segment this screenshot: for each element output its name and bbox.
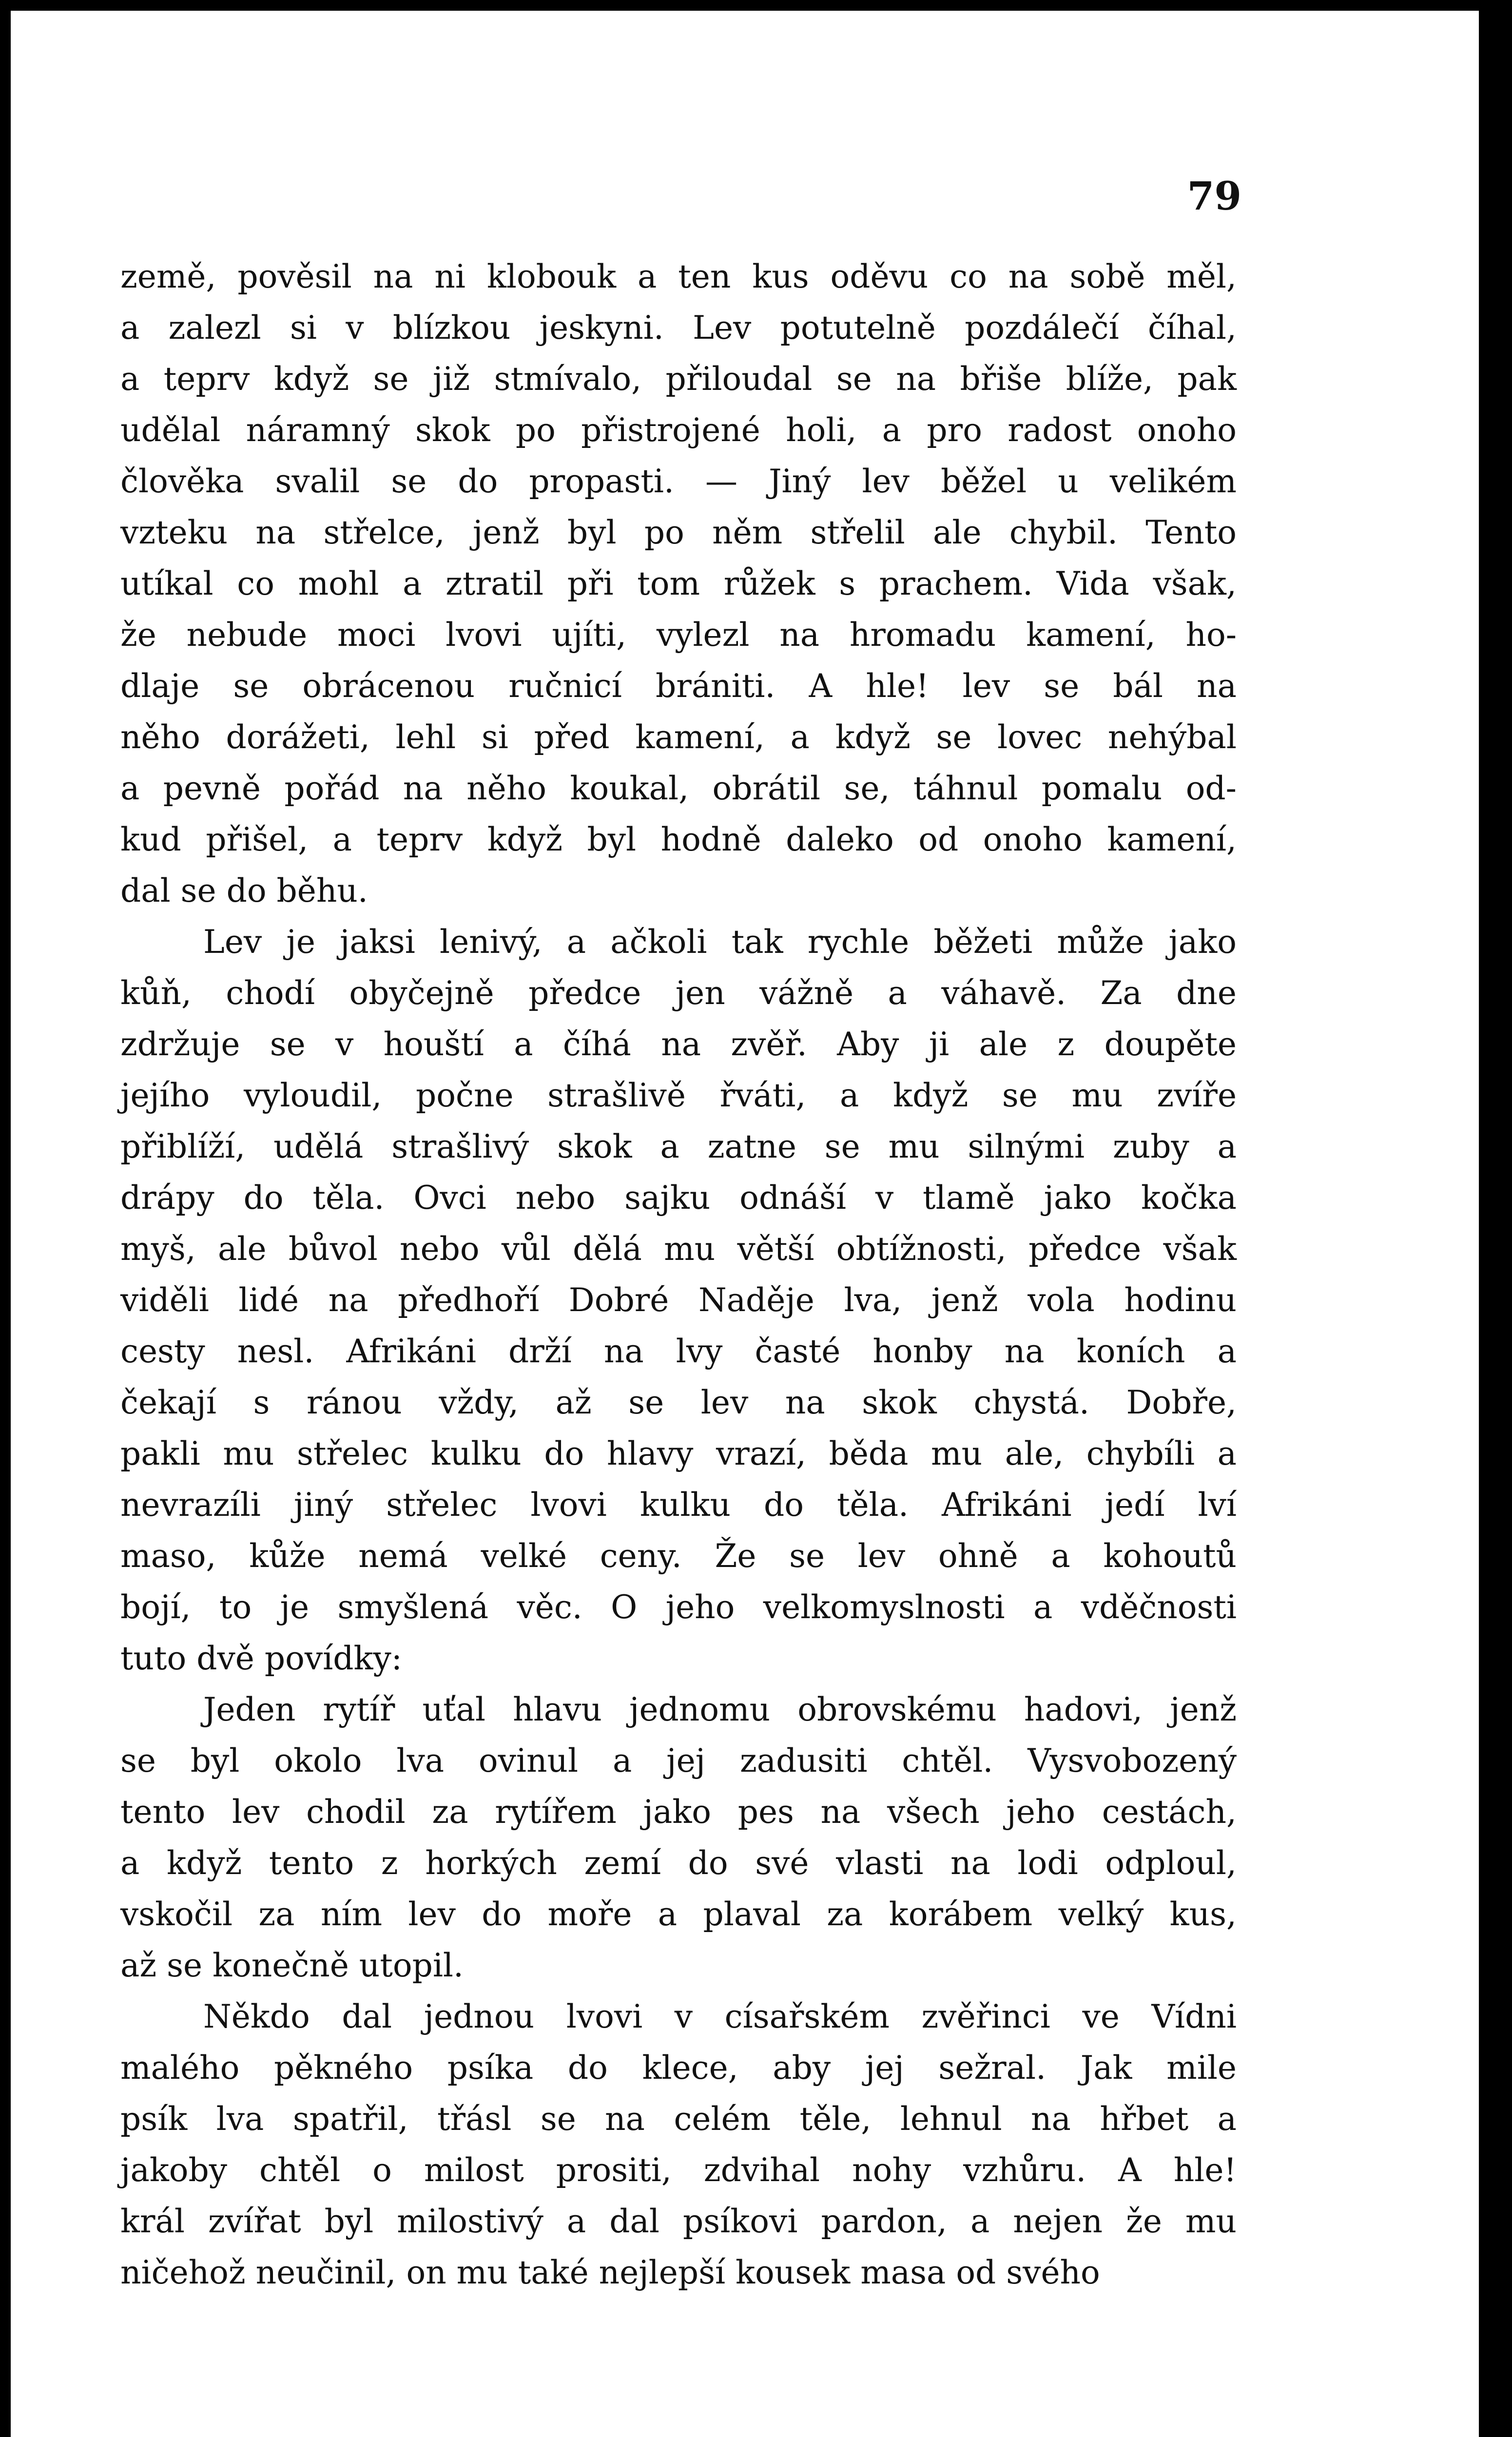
text-line: malého pěkného psíka do klece, aby jej sežral. Jak mile (120, 2049, 1237, 2087)
text-line: Někdo dal jednou lvovi v císařském zvěřinci ve Vídni (203, 1998, 1237, 2035)
paragraph (120, 1991, 1237, 2298)
page-number: 79 (1187, 173, 1241, 219)
text-line: tento lev chodil za rytířem jako pes na všech jeho cestách, (120, 1793, 1237, 1831)
text-line: král zvířat byl milostivý a dal psíkovi pardon, a nejen že mu (120, 2203, 1237, 2240)
text-line: bojí, to je smyšlená věc. O jeho velkomyslnosti a vděčnosti (120, 1588, 1237, 1626)
text-line: a když tento z horkých zemí do své vlasti na lodi odploul, (120, 1844, 1237, 1882)
text-line: vzteku na střelce, jenž byl po něm střelil ale chybil. Tento (120, 514, 1237, 551)
text-line: Jeden rytíř uťal hlavu jednomu obrovskému hadovi, jenž (203, 1691, 1237, 1728)
text-line: psík lva spatřil, třásl se na celém těle, lehnul na hřbet a (120, 2100, 1237, 2138)
text-line: dal se do běhu. (120, 872, 368, 909)
text-line: něho dorážeti, lehl si před kamení, a když se lovec nehýbal (120, 718, 1237, 756)
text-line: čekají s ránou vždy, až se lev na skok chystá. Dobře, (120, 1384, 1237, 1421)
paragraph (120, 251, 1237, 916)
text-line: zdržuje se v houští a číhá na zvěř. Aby ji ale z doupěte (120, 1025, 1237, 1063)
text-line: maso, kůže nemá velké ceny. Že se lev ohně a kohoutů (120, 1537, 1237, 1575)
text-column (120, 251, 1237, 2298)
text-line: kůň, chodí obyčejně předce jen vážně a váhavě. Za dne (120, 974, 1237, 1012)
text-line: ničehož neučinil, on mu také nejlepší kousek masa od svého (120, 2254, 1100, 2291)
text-line: člověka svalil se do propasti. — Jiný lev běžel u velikém (120, 463, 1237, 500)
text-line: utíkal co mohl a ztratil při tom růžek s prachem. Vida však, (120, 565, 1237, 602)
text-line: nevrazíli jiný střelec lvovi kulku do těla. Afrikáni jedí lví (120, 1486, 1237, 1524)
scan-border-right (1479, 0, 1512, 2437)
text-line: dlaje se obrácenou ručnicí brániti. A hle! lev se bál na (120, 667, 1237, 705)
text-line: myš, ale bůvol nebo vůl dělá mu větší obtížnosti, předce však (120, 1230, 1237, 1268)
text-line: Lev je jaksi lenivý, a ačkoli tak rychle běžeti může jako (203, 923, 1237, 961)
text-line: a teprv když se již stmívalo, přiloudal se na břiše blíže, pak (120, 360, 1237, 398)
text-line: pakli mu střelec kulku do hlavy vrazí, běda mu ale, chybíli a (120, 1435, 1237, 1472)
text-line: tuto dvě povídky: (120, 1640, 402, 1677)
text-line: vskočil za ním lev do moře a plaval za korábem velký kus, (120, 1895, 1237, 1933)
book-page (11, 11, 1479, 2437)
text-line: přiblíží, udělá strašlivý skok a zatne se mu silnými zuby a (120, 1128, 1237, 1165)
text-line: kud přišel, a teprv když byl hodně daleko od onoho kamení, (120, 821, 1237, 858)
text-line: že nebude moci lvovi ujíti, vylezl na hromadu kamení, ho- (120, 616, 1237, 654)
text-line: a zalezl si v blízkou jeskyni. Lev potutelně pozdálečí číhal, (120, 309, 1237, 347)
text-line: drápy do těla. Ovci nebo sajku odnáší v tlamě jako kočka (120, 1179, 1237, 1217)
text-line: jakoby chtěl o milost prositi, zdvihal nohy vzhůru. A hle! (120, 2151, 1237, 2189)
text-line: viděli lidé na předhoří Dobré Naděje lva, jenž vola hodinu (120, 1281, 1237, 1319)
text-line: cesty nesl. Afrikáni drží na lvy časté honby na koních a (120, 1333, 1237, 1370)
text-line: a pevně pořád na něho koukal, obrátil se, táhnul pomalu od- (120, 770, 1237, 807)
text-line: udělal náramný skok po přistrojené holi, a pro radost onoho (120, 411, 1237, 449)
paragraph (120, 1684, 1237, 1991)
paragraph (120, 916, 1237, 1684)
text-line: jejího vyloudil, počne strašlivě řváti, a když se mu zvíře (120, 1077, 1237, 1114)
text-line: země, pověsil na ni klobouk a ten kus oděvu co na sobě měl, (120, 258, 1237, 295)
text-line: až se konečně utopil. (120, 1947, 464, 1984)
text-line: se byl okolo lva ovinul a jej zadusiti chtěl. Vysvobozený (120, 1742, 1237, 1779)
